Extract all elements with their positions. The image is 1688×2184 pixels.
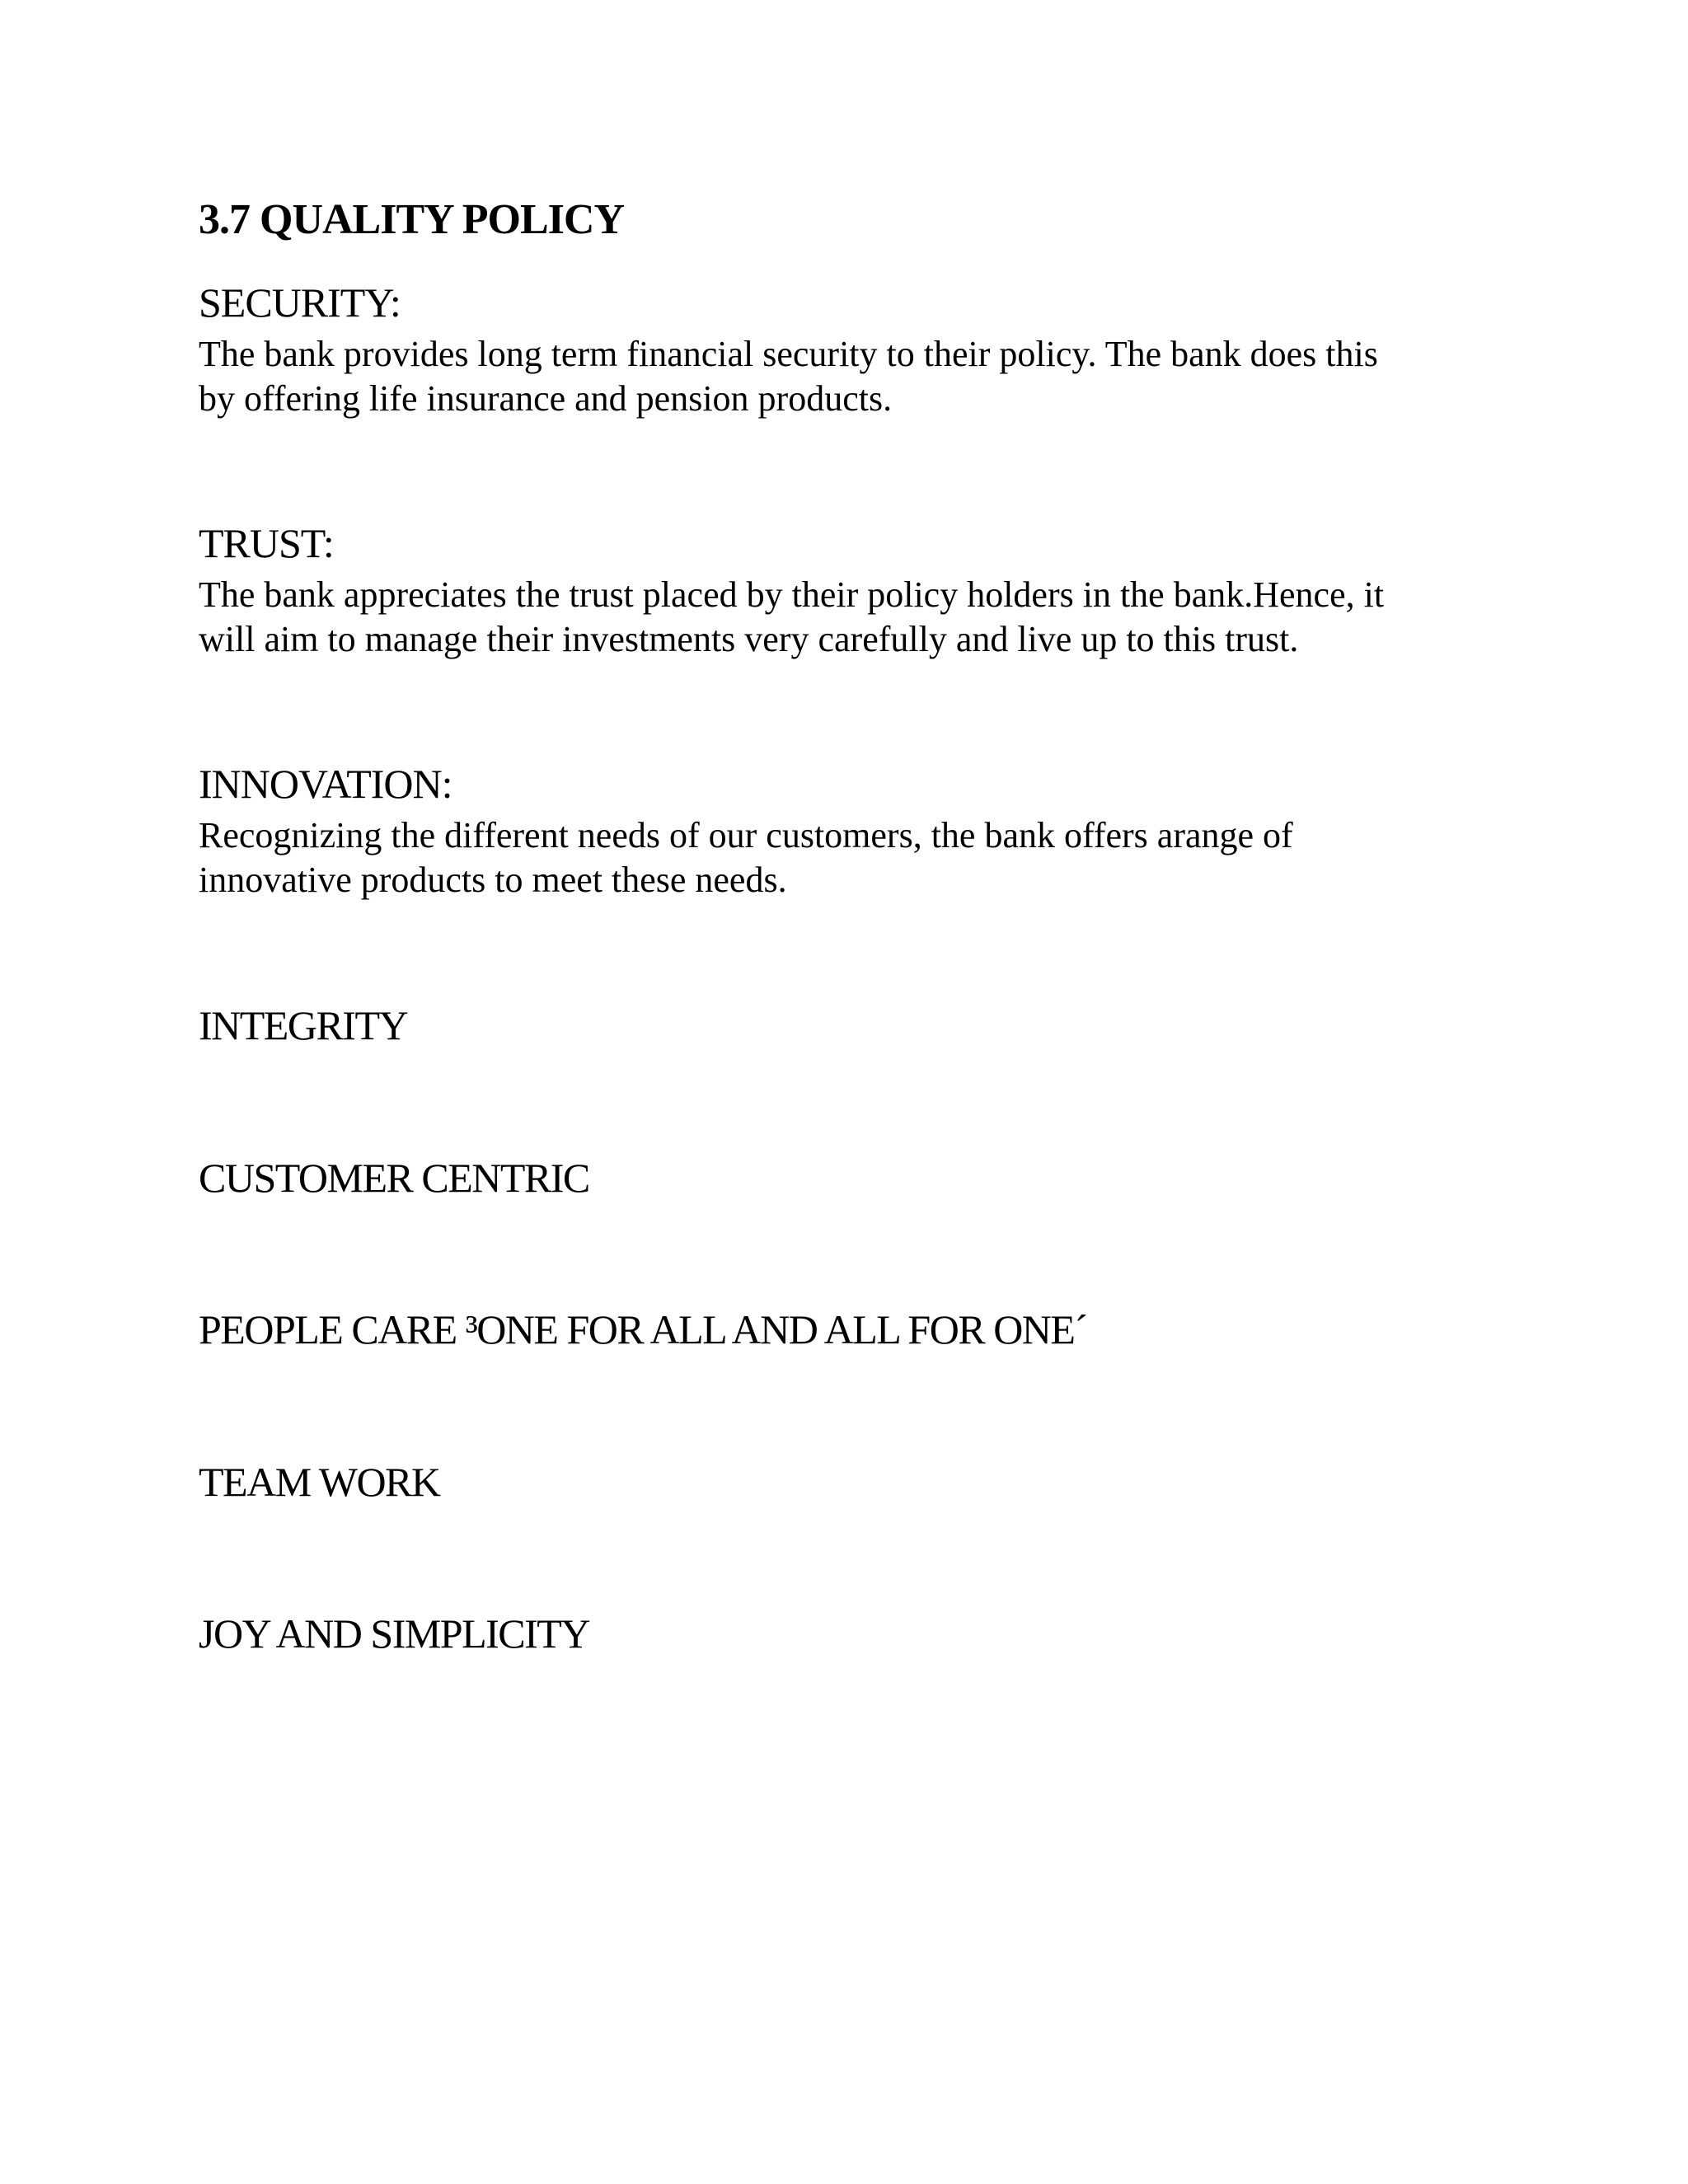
value-joy-and-simplicity: JOY AND SIMPLICITY [199, 1610, 589, 1657]
section-body-trust [199, 573, 1484, 662]
value-integrity: INTEGRITY [199, 1002, 408, 1048]
value-people-care: PEOPLE CARE ³ONE FOR ALL AND ALL FOR ONE´ [199, 1306, 1087, 1352]
body-line: innovative products to meet these needs. [199, 860, 787, 900]
section-title-security: SECURITY: [199, 279, 401, 326]
section-body-security [199, 332, 1484, 421]
body-line: Recognizing the different needs of our customers, the bank offers arange of [199, 815, 1293, 855]
body-line: The bank provides long term financial security to their policy. The bank does this [199, 334, 1378, 374]
body-line: The bank appreciates the trust placed by their policy holders in the bank.Hence, it [199, 574, 1385, 615]
section-body-innovation [199, 813, 1484, 902]
value-customer-centric: CUSTOMER CENTRIC [199, 1155, 589, 1201]
body-line: will aim to manage their investments very carefully and live up to this trust. [199, 619, 1299, 659]
section-title-trust: TRUST: [199, 520, 334, 566]
value-team-work: TEAM WORK [199, 1459, 440, 1505]
body-line: by offering life insurance and pension products. [199, 378, 893, 419]
page-heading: 3.7 QUALITY POLICY [199, 196, 625, 243]
section-title-innovation: INNOVATION: [199, 761, 452, 807]
